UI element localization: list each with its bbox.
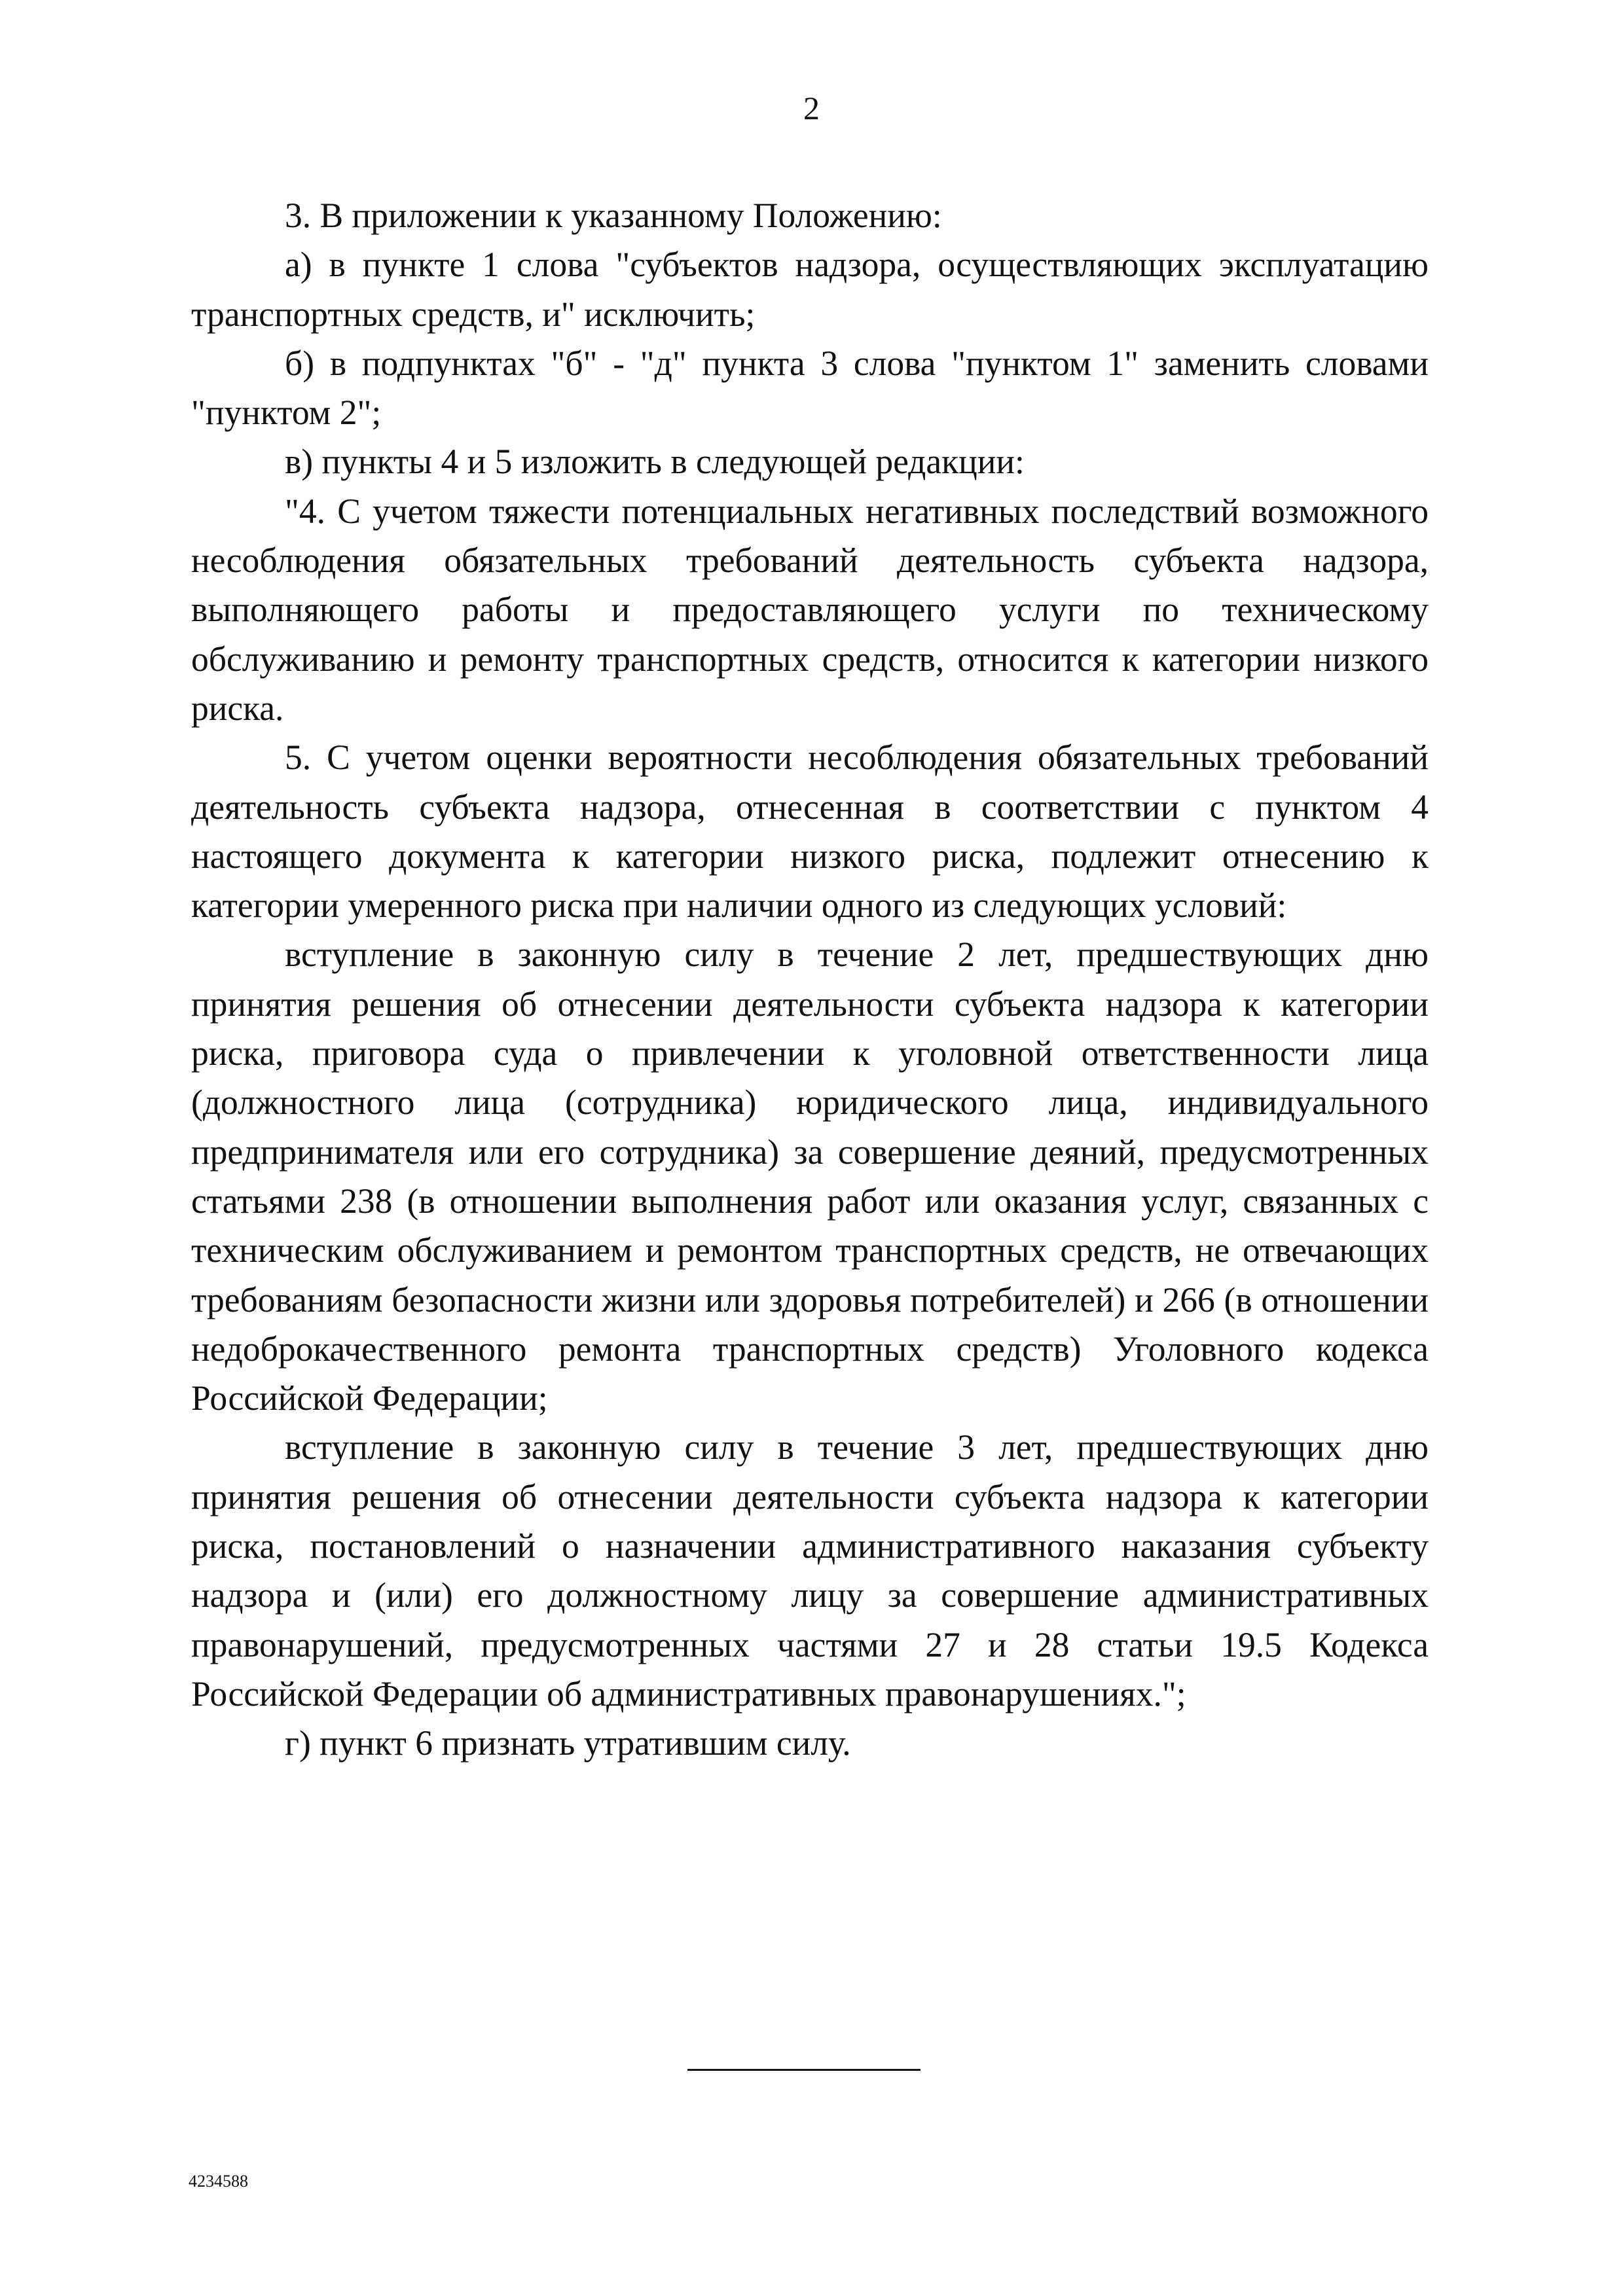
paragraph-condition-2: вступление в законную силу в течение 3 лет, предшествующих дню принятия решения об отнесении деятельности субъекта надзора к категории риска, постановлений о назначении административного наказания субъекту надзора и (или) его должностному лицу за совершение административных правонарушений, предусмотренных частями 27 и 28 статьи 19.5 Кодекса Российской Федерации об административных правонарушениях.";	[191, 1427, 1429, 1713]
document-body	[191, 191, 1429, 1768]
paragraph-item-3: 3. В приложении к указанному Положению:	[285, 196, 942, 235]
paragraph-subitem-v: в) пункты 4 и 5 изложить в следующей редакции:	[285, 442, 1025, 482]
document-code: 4234588	[189, 2172, 248, 2191]
page-number: 2	[803, 90, 820, 126]
paragraph-subitem-g: г) пункт 6 признать утратившим силу.	[285, 1723, 851, 1763]
paragraph-subitem-b: б) в подпунктах "б" - "д" пункта 3 слова "пунктом 1" заменить словами "пунктом 2";	[191, 343, 1429, 433]
paragraph-point-5: 5. С учетом оценки вероятности несоблюдения обязательных требований деятельность субъекта надзора, отнесенная в соответствии с пунктом 4 настоящего документа к категории низкого риска, подлежит отнесению к категории умеренного риска при наличии одного из следующих условий:	[191, 738, 1429, 925]
paragraph-point-4: "4. С учетом тяжести потенциальных негативных последствий возможного несоблюдения обязательных требований деятельность субъекта надзора, выполняющего работы и предоставляющего услуги по техническому обслуживанию и ремонту транспортных средств, относится к категории низкого риска.	[191, 491, 1429, 728]
paragraph-condition-1: вступление в законную силу в течение 2 лет, предшествующих дню принятия решения об отнесении деятельности субъекта надзора к категории риска, приговора суда о привлечении к уголовной ответственности лица (должностного лица (сотрудника) юридического лица, индивидуального предпринимателя или его сотрудника) за совершение деяний, предусмотренных статьями 238 (в отношении выполнения работ или оказания услуг, связанных с техническим обслуживанием и ремонтом транспортных средств, не отвечающих требованиям безопасности жизни или здоровья потребителей) и 266 (в отношении недоброкачественного ремонта транспортных средств) Уголовного кодекса Российской Федерации;	[191, 935, 1429, 1418]
paragraph-subitem-a: а) в пункте 1 слова "субъектов надзора, осуществляющих эксплуатацию транспортных средств, и" исключить;	[191, 245, 1429, 334]
end-separator-line	[687, 2069, 921, 2071]
